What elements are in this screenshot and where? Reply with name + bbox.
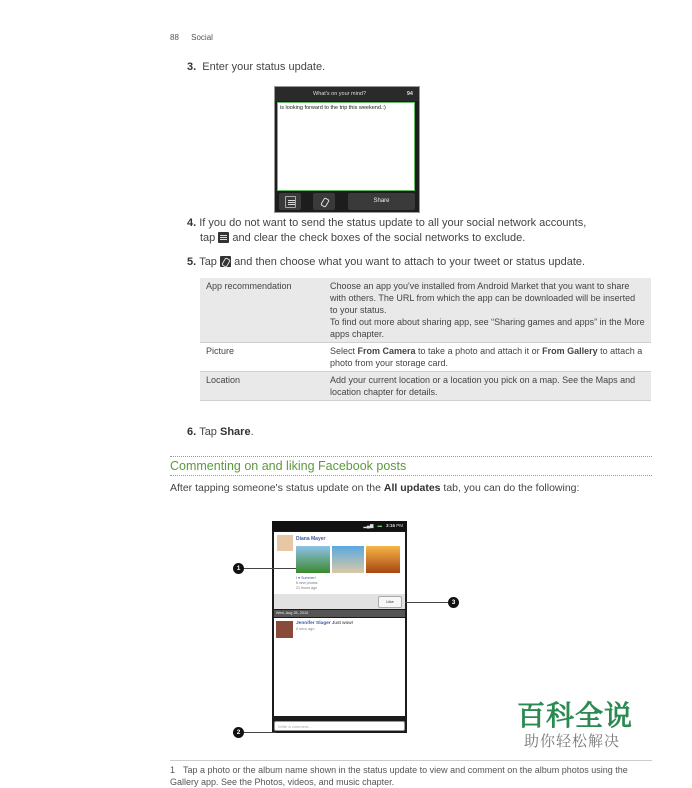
like-bar xyxy=(274,594,405,609)
battery-icon: ▬ xyxy=(377,523,382,528)
album-name[interactable]: I ♥ Summer! xyxy=(296,576,316,580)
table-row xyxy=(200,278,651,343)
poster-name[interactable]: Diana Mayer xyxy=(296,536,326,542)
option-name: App recommendation xyxy=(206,281,292,291)
date-divider: Wed, Aug 25, 2010 xyxy=(274,610,405,617)
section-name: Social xyxy=(191,33,213,42)
step-3 xyxy=(187,60,325,75)
section-title: Commenting on and liking Facebook posts xyxy=(170,456,652,476)
step-number: 4. xyxy=(187,217,197,229)
option-text: Select xyxy=(330,346,358,356)
avatar[interactable] xyxy=(276,621,293,638)
status-bar xyxy=(272,521,407,531)
step-end: . xyxy=(250,426,254,438)
paperclip-icon xyxy=(319,196,330,207)
step-text: Enter your status update. xyxy=(202,61,326,73)
intro-text: After tapping someone's status update on the xyxy=(170,482,384,494)
option-text: to take a photo and attach it or xyxy=(415,346,543,356)
char-counter: 94 xyxy=(406,91,413,97)
step-4 xyxy=(187,216,657,246)
album-photo[interactable] xyxy=(296,546,330,573)
step-5 xyxy=(187,255,657,270)
post-meta xyxy=(296,576,317,591)
option-name: Location xyxy=(206,375,241,385)
option-bold: From Camera xyxy=(357,346,416,356)
attach-options-table xyxy=(200,278,651,401)
share-button[interactable]: Share xyxy=(348,193,415,210)
option-text-2: To find out more about sharing app, see “Sharing games and apps” in the More apps chapter. xyxy=(330,317,645,339)
step-bold: Share xyxy=(220,426,251,438)
commenter-name[interactable]: Jennifer Slager xyxy=(296,621,331,626)
option-description: Add your current location or a location you pick on a map. See the Maps and location chapter for details. xyxy=(330,375,636,397)
callout-line xyxy=(405,602,448,603)
callout-line xyxy=(244,568,296,569)
callout-3: 3 xyxy=(448,597,459,608)
footnote-text: Tap a photo or the album name shown in the status update to view and comment on the album photos using the Gallery app. See the Photos, videos, and music chapter. xyxy=(170,765,628,787)
list-icon xyxy=(218,232,229,243)
clock xyxy=(386,523,403,528)
watermark-title: 百科全说 xyxy=(517,700,634,731)
facebook-post-screenshot xyxy=(272,521,407,733)
footnote xyxy=(170,760,652,788)
comment-line xyxy=(296,621,353,626)
like-button[interactable]: Like xyxy=(378,596,402,608)
page-header xyxy=(170,33,223,42)
album-count: 6 new photos xyxy=(296,581,318,585)
paperclip-icon xyxy=(220,256,231,267)
option-description xyxy=(324,343,651,372)
status-compose-screenshot xyxy=(274,86,420,213)
step-number: 6. xyxy=(187,426,197,438)
clock-ampm: PM xyxy=(396,523,403,528)
compose-title: What's on your mind? xyxy=(313,91,367,97)
step-number: 3. xyxy=(187,61,197,73)
comment-text: Just wow! xyxy=(332,621,354,626)
compose-title-bar xyxy=(275,87,419,101)
callout-line xyxy=(244,732,276,733)
intro-text-2: tab, you can do the following: xyxy=(440,482,580,494)
post-time: 21 hours ago xyxy=(296,586,317,590)
page-number: 88 xyxy=(170,33,179,42)
clock-time: 3:16 xyxy=(385,523,395,528)
step-text-2: and clear the check boxes of the social networks to exclude. xyxy=(232,232,526,244)
footnote-number: 1 xyxy=(170,765,176,775)
option-bold: From Gallery xyxy=(542,346,598,356)
album-photo[interactable] xyxy=(332,546,364,573)
option-name: Picture xyxy=(206,346,235,356)
step-text: If you do not want to send the status update to all your social network accounts, xyxy=(199,217,587,229)
watermark-subtitle: 助你轻松解决 xyxy=(524,733,621,750)
option-text: to attach a photo from your storage card. xyxy=(330,346,643,368)
step-tap: Tap xyxy=(199,426,217,438)
intro-bold: All updates xyxy=(383,482,441,494)
list-icon xyxy=(285,196,296,208)
status-text-box[interactable]: is looking forward to the trip this weekend.:) xyxy=(277,102,415,191)
step-tap: tap xyxy=(200,232,216,244)
step-tap: Tap xyxy=(199,256,217,268)
accounts-button[interactable] xyxy=(279,193,301,210)
table-row xyxy=(200,343,651,372)
option-text: Choose an app you've installed from Android Market that you want to share with others. The URL from which the app can be downloaded will be inserted to your status. xyxy=(330,281,636,315)
album-photo[interactable] xyxy=(366,546,400,573)
callout-1: 1 xyxy=(233,563,244,574)
table-row xyxy=(200,372,651,401)
avatar[interactable] xyxy=(277,535,293,551)
comment-time: 6 secs ago xyxy=(296,627,315,631)
attach-button[interactable] xyxy=(313,193,335,210)
signal-icon: ▂▄▆ xyxy=(363,523,374,528)
comment-card xyxy=(274,618,405,716)
intro-paragraph xyxy=(170,481,650,496)
comment-input[interactable]: Write a comment... xyxy=(274,721,405,731)
step-text: and then choose what you want to attach to your tweet or status update. xyxy=(234,256,586,268)
step-number: 5. xyxy=(187,256,197,268)
callout-2: 2 xyxy=(233,727,244,738)
step-6 xyxy=(187,425,254,440)
option-description xyxy=(324,278,651,343)
